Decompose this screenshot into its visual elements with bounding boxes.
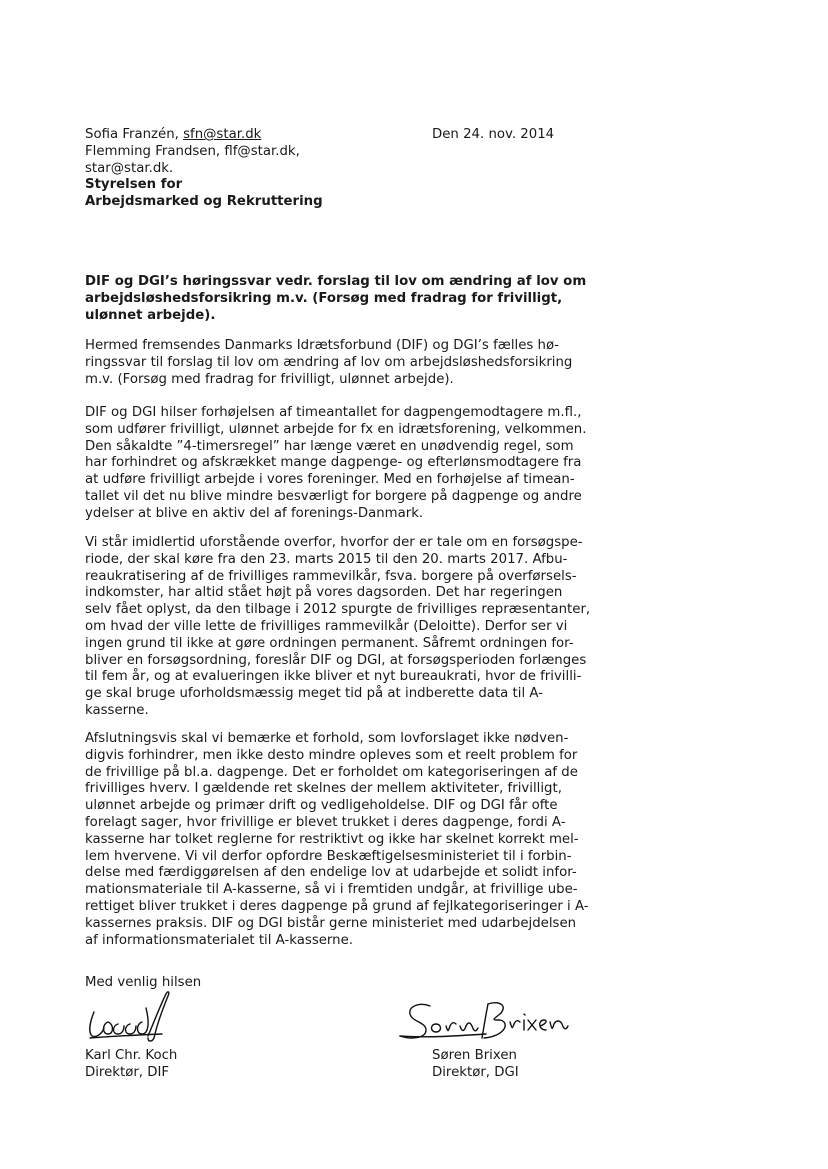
subject-line: DIF og DGI’s høringssvar vedr. forslag til lov om ændring af lov om — [85, 274, 587, 289]
paragraph-intro — [85, 338, 645, 388]
text-line: Hermed fremsendes Danmarks Idrætsforbund (DIF) og DGI’s fælles hø- — [85, 338, 559, 353]
text-line: digvis forhindrer, men ikke desto mindre opleves som et reelt problem for — [85, 747, 578, 763]
signatory-title: Direktør, DGI — [432, 1064, 519, 1080]
subject-line: arbejdsløshedsforsikring m.v. (Forsøg med fradrag for frivilligt, — [85, 290, 563, 306]
text-line: indkomster, har altid stået højt på vores dagsorden. Det har regeringen — [85, 585, 563, 601]
text-line: ringssvar til forslag til lov om ændring af lov om arbejdsløshedsforsikring — [85, 354, 573, 370]
text-line: Den såkaldte ”4-timersregel” har længe været en unødvendig regel, som — [85, 438, 574, 454]
text-line: kassernes praksis. DIF og DGI bistår gerne ministeriet med udarbejdelsen — [85, 915, 577, 931]
text-line: ge skal bruge uforholdsmæssig meget tid på at indberette data til A- — [85, 686, 543, 702]
text-line: om hvad der ville lette de frivilliges rammevilkår (Deloitte). Derfor ser vi — [85, 618, 568, 634]
text-line: kasserne. — [85, 702, 149, 718]
paragraph-trial-period — [85, 535, 645, 720]
text-line: til fem år, og at evalueringen ikke bliver et nyt bureaukrati, hvor de frivilli- — [85, 669, 582, 685]
text-line: som udfører frivilligt, ulønnet arbejde for fx en idrætsforening, velkommen. — [85, 421, 587, 437]
text-line: at udføre frivilligt arbejde i vores foreninger. Med en forhøjelse af timean- — [85, 472, 575, 488]
recipient-address — [85, 127, 415, 211]
signatory-name: Søren Brixen — [432, 1048, 517, 1063]
text-line: ulønnet arbejde og primær drift og vedligeholdelse. DIF og DGI får ofte — [85, 798, 558, 814]
text-line: har forhindret og afskrækket mange dagpenge- og efterlønsmodtagere fra — [85, 455, 582, 471]
signatory-title: Direktør, DIF — [85, 1064, 170, 1080]
text-line: tallet vil det nu blive mindre besværligt for borgere på dagpenge og andre — [85, 488, 582, 504]
letter-subject — [85, 274, 645, 324]
closing-salutation: Med venlig hilsen — [85, 975, 202, 990]
letter-date: Den 24. nov. 2014 — [432, 127, 555, 142]
text-line: mationsmateriale til A-kasserne, så vi i fremtiden undgår, at frivillige ube- — [85, 882, 578, 898]
text-line: ydelser at blive en aktiv del af forenings-Danmark. — [85, 505, 424, 521]
paragraph-categorization — [85, 731, 645, 949]
text-line: DIF og DGI hilser forhøjelsen af timeantallet for dagpengemodtagere m.fl., — [85, 405, 582, 420]
text-line: Afslutningsvis skal vi bemærke et forhold, som lovforslaget ikke nødven- — [85, 731, 569, 746]
text-line: af informationsmaterialet til A-kasserne. — [85, 932, 353, 948]
text-line: delse med færdiggørelsen af den endelige lov at udarbejde et solidt infor- — [85, 865, 577, 881]
text-line: selv fået oplyst, da den tilbage i 2012 spurgte de frivilliges repræsentanter, — [85, 602, 591, 618]
signatory-name: Karl Chr. Koch — [85, 1048, 178, 1063]
text-line: m.v. (Forsøg med fradrag for frivilligt, ulønnet arbejde). — [85, 371, 454, 387]
recipient-line-1 — [85, 127, 415, 144]
text-line: ingen grund til ikke at gøre ordningen permanent. Såfremt ordningen for- — [85, 635, 574, 651]
signatory-left — [85, 1048, 177, 1082]
text-line: frivilliges hverv. I gældende ret skelnes der mellem aktiviteter, frivilligt, — [85, 781, 562, 797]
recipient-org-line-2: Arbejdsmarked og Rekruttering — [85, 194, 323, 210]
subject-line: ulønnet arbejde). — [85, 307, 216, 323]
recipient-org-line-1: Styrelsen for — [85, 177, 183, 193]
text-line: reaukratisering af de frivilliges rammevilkår, fsva. borgere på overførsels- — [85, 568, 577, 584]
text-line: Vi står imidlertid uforstående overfor, hvorfor der er tale om en forsøgspe- — [85, 535, 583, 550]
recipient-name: Sofia Franzén, — [85, 127, 184, 142]
text-line: lem hvervene. Vi vil derfor opfordre Beskæftigelsesministeriet til i forbin- — [85, 848, 572, 864]
recipient-line-3: star@star.dk. — [85, 160, 174, 176]
text-line: forelagt sager, hvor frivillige er blevet trukket i deres dagpenge, fordi A- — [85, 814, 566, 830]
recipient-line-2: Flemming Frandsen, flf@star.dk, — [85, 143, 300, 159]
recipient-email-link[interactable]: sfn@star.dk — [183, 127, 262, 142]
signature-koch — [84, 988, 184, 1044]
signature-brixen — [396, 998, 572, 1044]
text-line: riode, der skal køre fra den 23. marts 2015 til den 20. marts 2017. Afbu- — [85, 551, 568, 567]
text-line: de frivillige på bl.a. dagpenge. Det er forholdet om kategoriseringen af de — [85, 764, 578, 780]
text-line: rettiget bliver trukket i deres dagpenge på grund af fejlkategoriseringer i A- — [85, 898, 589, 914]
paragraph-welcome — [85, 405, 645, 523]
text-line: bliver en forsøgsordning, foreslår DIF og DGI, at forsøgsperioden forlænges — [85, 652, 587, 668]
text-line: kasserne har tolket reglerne for restriktivt og ikke har skelnet korrekt mel- — [85, 831, 579, 847]
signatory-right — [432, 1048, 519, 1082]
